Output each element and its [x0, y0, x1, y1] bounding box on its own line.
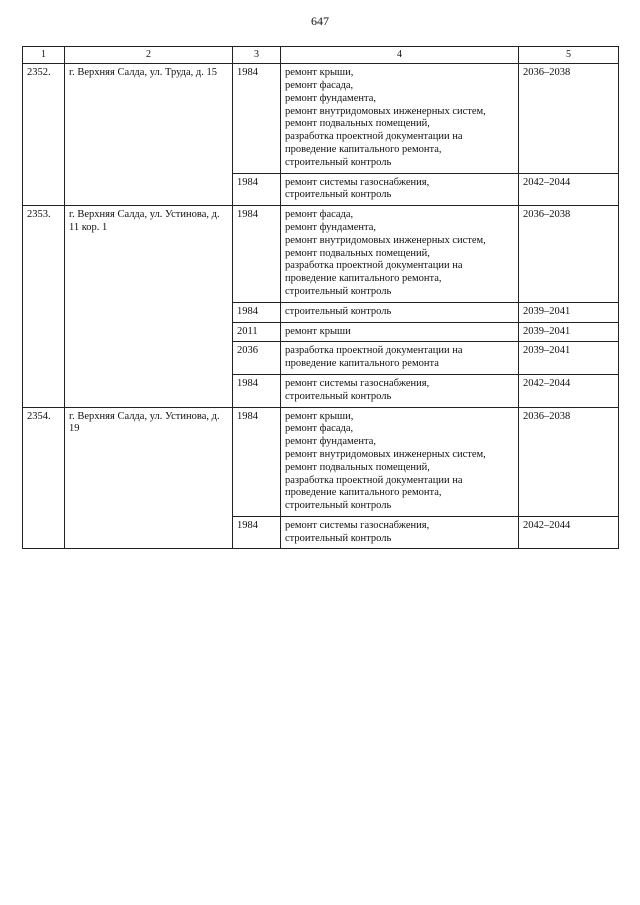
year-cell: 2011 [233, 322, 281, 342]
work-item: ремонт фасада, [285, 209, 354, 221]
year-cell: 1984 [233, 64, 281, 173]
period-cell: 2036–2038 [519, 407, 619, 516]
work-item: ремонт подвальных помещений, [285, 247, 430, 259]
work-item: разработка проектной документации на [285, 345, 463, 357]
row-number-cell: 2354. [23, 407, 65, 549]
work-item: строительный контроль [285, 305, 392, 317]
works-cell [281, 302, 519, 322]
work-item: ремонт внутридомовых инженерных систем, [285, 105, 486, 117]
work-item: проведение капитального ремонта, [285, 273, 442, 285]
works-cell [281, 516, 519, 549]
year-cell: 1984 [233, 516, 281, 549]
work-item: строительный контроль [285, 189, 392, 201]
work-item: строительный контроль [285, 390, 392, 402]
period-cell: 2039–2041 [519, 322, 619, 342]
work-item: ремонт крыши [285, 325, 351, 337]
work-item: проведение капитального ремонта [285, 358, 439, 370]
work-item: проведение капитального ремонта, [285, 143, 442, 155]
work-item: ремонт фундамента, [285, 221, 376, 233]
work-item: ремонт крыши, [285, 67, 354, 79]
works-cell [281, 322, 519, 342]
row-number-cell: 2353. [23, 206, 65, 407]
works-cell [281, 374, 519, 407]
period-cell: 2036–2038 [519, 206, 619, 303]
period-cell: 2042–2044 [519, 516, 619, 549]
work-item: ремонт внутридомовых инженерных систем, [285, 448, 486, 460]
year-cell: 2036 [233, 342, 281, 375]
address-cell: г. Верхняя Салда, ул. Устинова, д. 11 кор. 1 [65, 206, 233, 407]
work-item: разработка проектной документации на [285, 131, 463, 143]
column-number-header-row [23, 47, 619, 64]
column-header-4: 4 [281, 47, 519, 64]
work-item: ремонт фасада, [285, 423, 354, 435]
work-item: строительный контроль [285, 500, 392, 512]
page-number: 647 [311, 14, 329, 28]
work-item: разработка проектной документации на [285, 474, 463, 486]
period-cell: 2039–2041 [519, 342, 619, 375]
work-item: разработка проектной документации на [285, 260, 463, 272]
period-cell: 2042–2044 [519, 374, 619, 407]
year-cell: 1984 [233, 302, 281, 322]
work-item: ремонт фундамента, [285, 92, 376, 104]
table-row [23, 206, 619, 303]
table-row [23, 64, 619, 173]
work-item: ремонт подвальных помещений, [285, 461, 430, 473]
period-cell: 2039–2041 [519, 302, 619, 322]
work-item: проведение капитального ремонта, [285, 487, 442, 499]
repair-schedule-table [22, 46, 619, 549]
works-cell [281, 173, 519, 206]
column-header-2: 2 [65, 47, 233, 64]
work-item: ремонт системы газоснабжения, [285, 377, 430, 389]
repair-schedule-table-wrap [22, 46, 618, 549]
works-cell [281, 407, 519, 516]
work-item: строительный контроль [285, 285, 392, 297]
table-body [23, 64, 619, 549]
address-cell: г. Верхняя Салда, ул. Труда, д. 15 [65, 64, 233, 206]
year-cell: 1984 [233, 374, 281, 407]
period-cell: 2036–2038 [519, 64, 619, 173]
work-item: ремонт фасада, [285, 79, 354, 91]
work-item: ремонт подвальных помещений, [285, 118, 430, 130]
work-item: строительный контроль [285, 156, 392, 168]
work-item: ремонт системы газоснабжения, [285, 176, 430, 188]
address-cell: г. Верхняя Салда, ул. Устинова, д. 19 [65, 407, 233, 549]
work-item: ремонт системы газоснабжения, [285, 519, 430, 531]
year-cell: 1984 [233, 173, 281, 206]
period-cell: 2042–2044 [519, 173, 619, 206]
column-header-3: 3 [233, 47, 281, 64]
column-header-5: 5 [519, 47, 619, 64]
year-cell: 1984 [233, 407, 281, 516]
work-item: строительный контроль [285, 532, 392, 544]
row-number-cell: 2352. [23, 64, 65, 206]
work-item: ремонт внутридомовых инженерных систем, [285, 234, 486, 246]
column-header-1: 1 [23, 47, 65, 64]
works-cell [281, 206, 519, 303]
work-item: ремонт крыши, [285, 410, 354, 422]
works-cell [281, 64, 519, 173]
works-cell [281, 342, 519, 375]
year-cell: 1984 [233, 206, 281, 303]
work-item: ремонт фундамента, [285, 436, 376, 448]
table-row [23, 407, 619, 516]
